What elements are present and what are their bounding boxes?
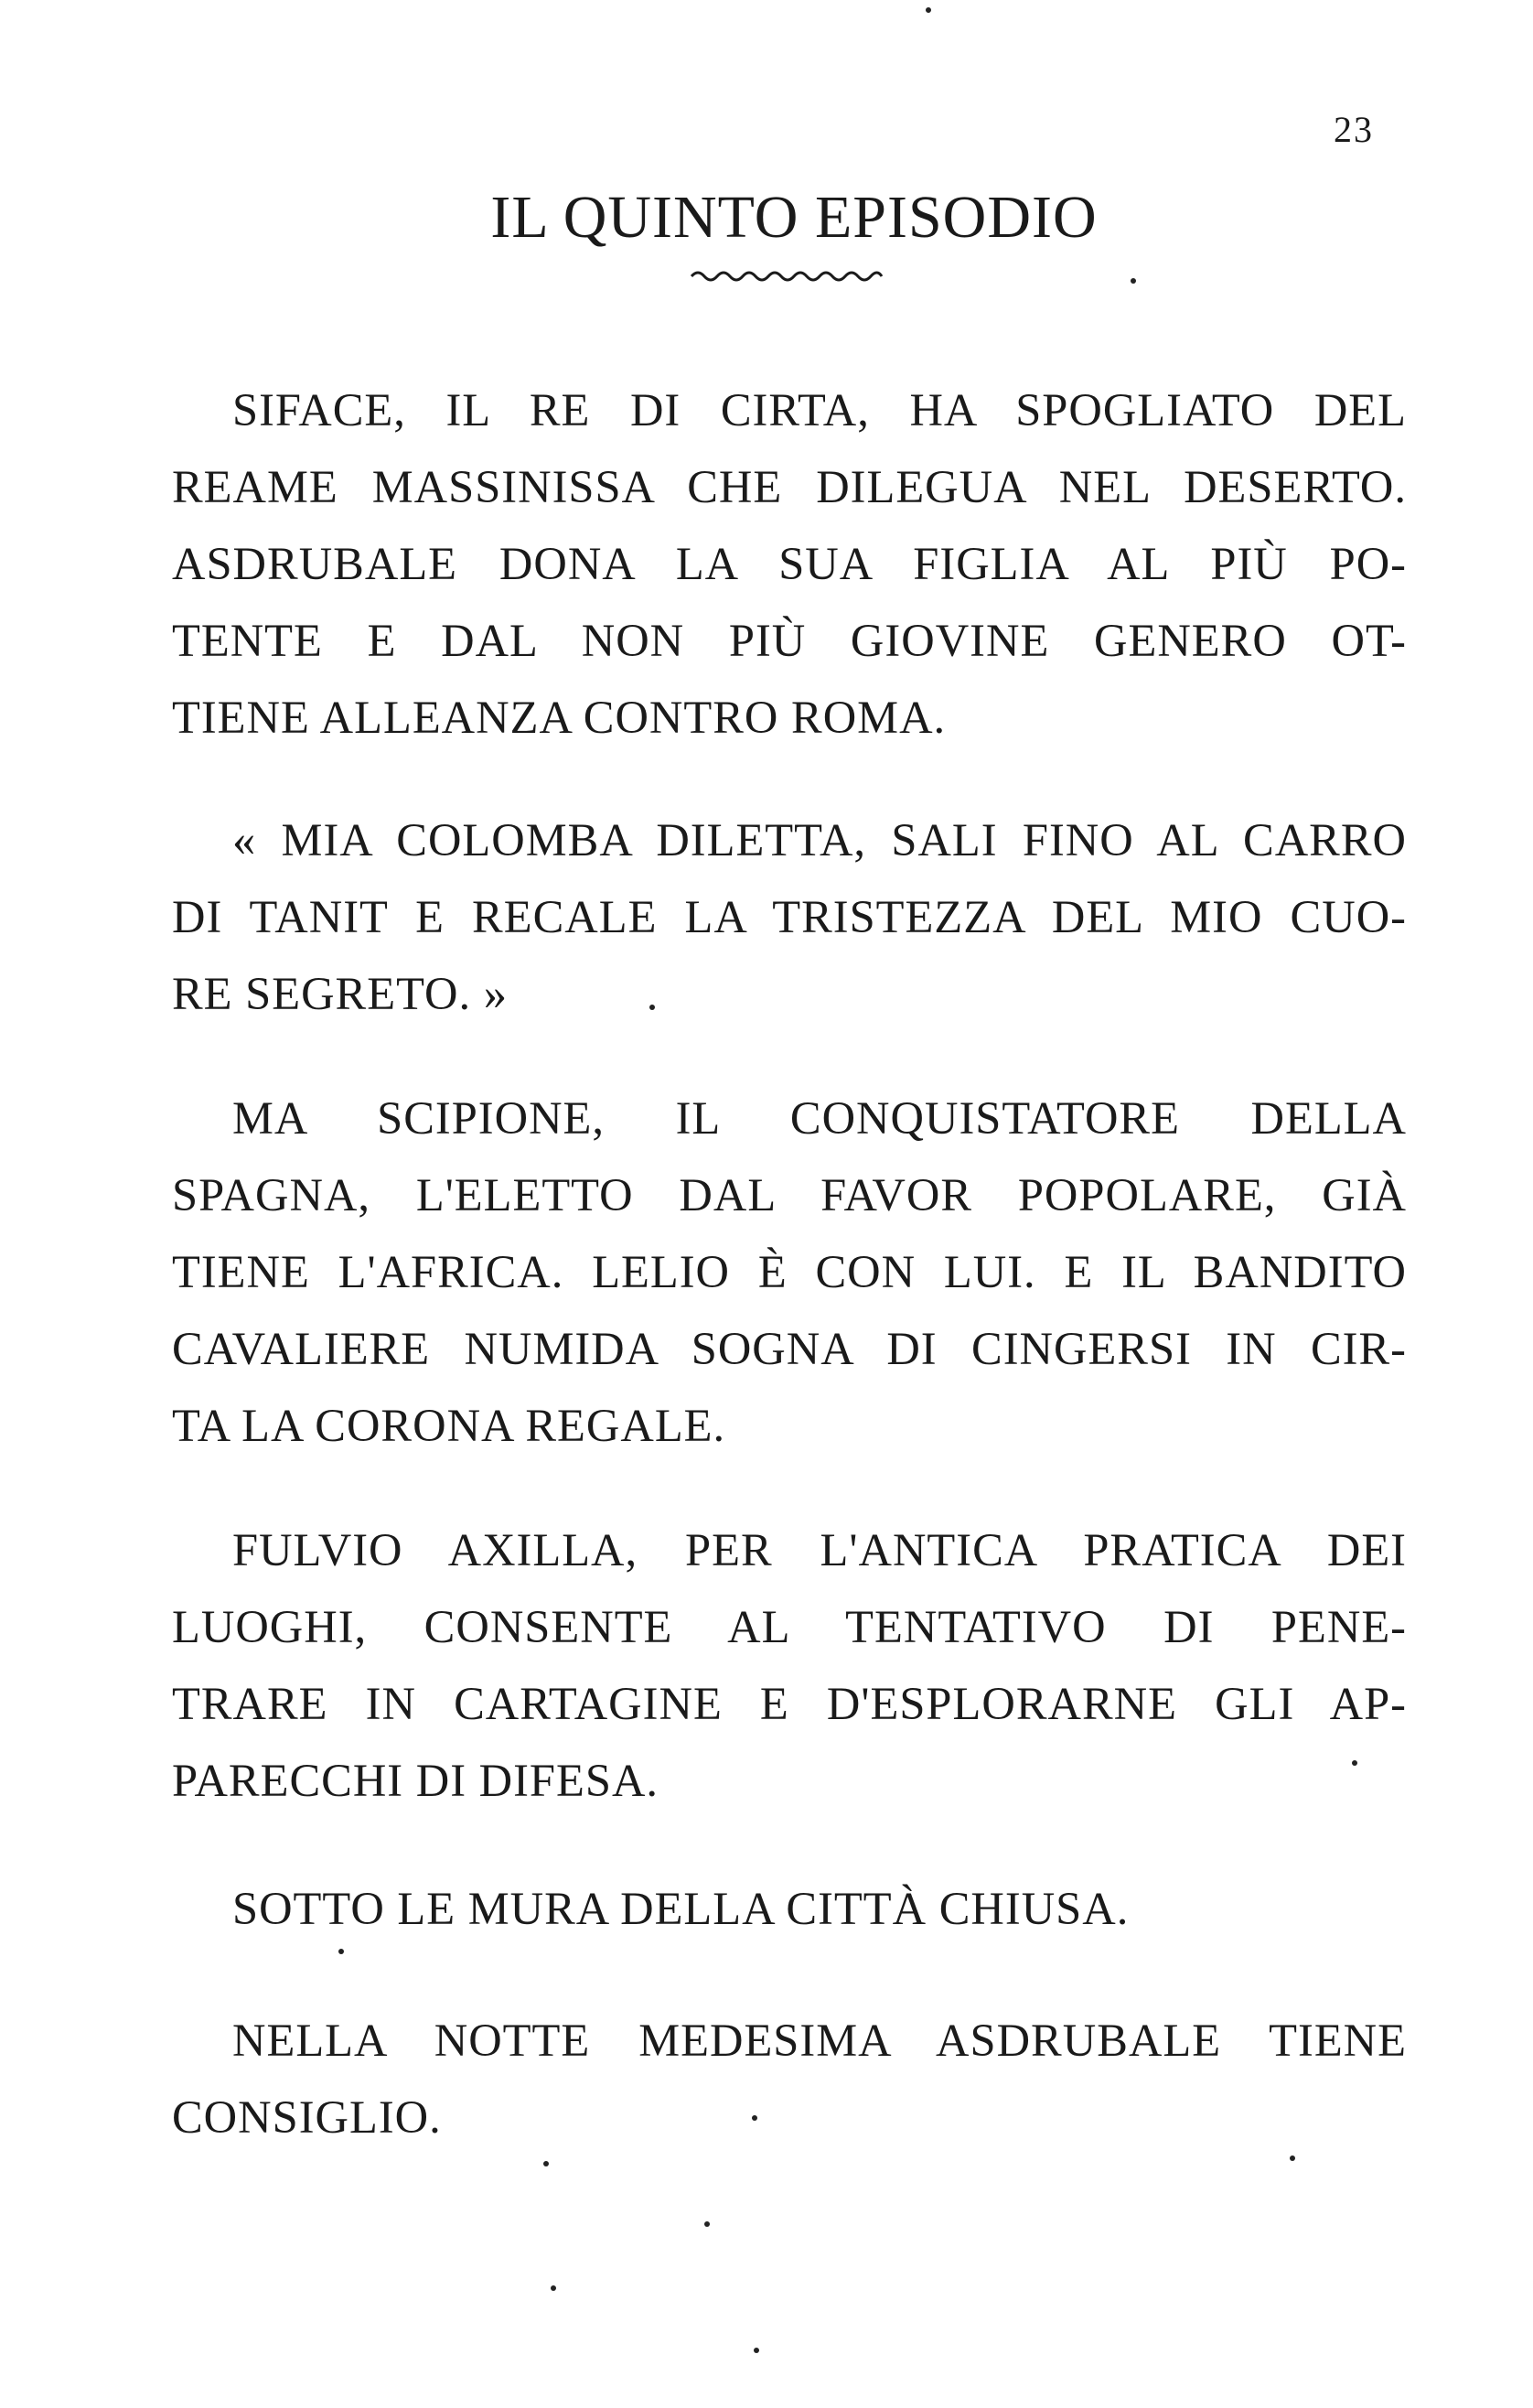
text-line: MA SCIPIONE, IL CONQUISTATORE DELLA	[232, 1092, 1407, 1144]
text-line: SIFACE, IL RE DI CIRTA, HA SPOGLIATO DEL	[232, 384, 1407, 435]
scan-speck	[1131, 278, 1136, 284]
scan-speck	[1290, 2155, 1295, 2161]
text-line: TIENE ALLEANZA CONTRO ROMA.	[172, 692, 947, 743]
scan-speck	[551, 2285, 556, 2291]
paragraph-1	[172, 371, 1407, 756]
text-line: LUOGHI, CONSENTE AL TENTATIVO DI PENE-	[172, 1601, 1407, 1652]
text-line: RE SEGRETO. »	[172, 968, 508, 1019]
title-ornament	[690, 265, 884, 287]
text-line: « MIA COLOMBA DILETTA, SALI FINO AL CARRO	[232, 814, 1407, 865]
text-line: FULVIO AXILLA, PER L'ANTICA PRATICA DEI	[232, 1524, 1407, 1575]
paragraph-5	[172, 1870, 1407, 1947]
scan-speck	[338, 1949, 344, 1954]
scan-speck	[752, 2115, 757, 2121]
chapter-title: IL QUINTO EPISODIO	[490, 184, 1098, 251]
text-line: CONSIGLIO.	[172, 2091, 442, 2143]
text-line: ASDRUBALE DONA LA SUA FIGLIA AL PIÙ PO-	[172, 538, 1407, 589]
page-number: 23	[1334, 109, 1374, 150]
text-line: CAVALIERE NUMIDA SOGNA DI CINGERSI IN CIR-	[172, 1323, 1407, 1374]
text-line: TENTE E DAL NON PIÙ GIOVINE GENERO OT-	[172, 615, 1407, 666]
text-line: REAME MASSINISSA CHE DILEGUA NEL DESERTO.	[172, 461, 1407, 512]
text-line: PARECCHI DI DIFESA.	[172, 1755, 659, 1806]
scan-speck	[926, 7, 931, 13]
scan-speck	[754, 2348, 759, 2353]
scan-speck	[649, 1005, 655, 1010]
text-line: SPAGNA, L'ELETTO DAL FAVOR POPOLARE, GIÀ	[172, 1169, 1407, 1220]
paragraph-2	[172, 801, 1407, 1032]
text-line: SOTTO LE MURA DELLA CITTÀ CHIUSA.	[232, 1883, 1130, 1934]
text-line: DI TANIT E RECALE LA TRISTEZZA DEL MIO CUO-	[172, 891, 1407, 942]
paragraph-4	[172, 1511, 1407, 1819]
paragraph-3	[172, 1080, 1407, 1464]
text-line: TRARE IN CARTAGINE E D'ESPLORARNE GLI AP-	[172, 1678, 1407, 1729]
text-line: NELLA NOTTE MEDESIMA ASDRUBALE TIENE	[232, 2015, 1407, 2066]
scan-speck	[1352, 1760, 1357, 1766]
paragraph-6	[172, 2002, 1407, 2155]
text-line: TIENE L'AFRICA. LELIO È CON LUI. E IL BANDITO	[172, 1246, 1407, 1297]
scan-speck	[704, 2221, 710, 2227]
text-line: TA LA CORONA REGALE.	[172, 1400, 726, 1451]
scan-speck	[543, 2161, 549, 2166]
